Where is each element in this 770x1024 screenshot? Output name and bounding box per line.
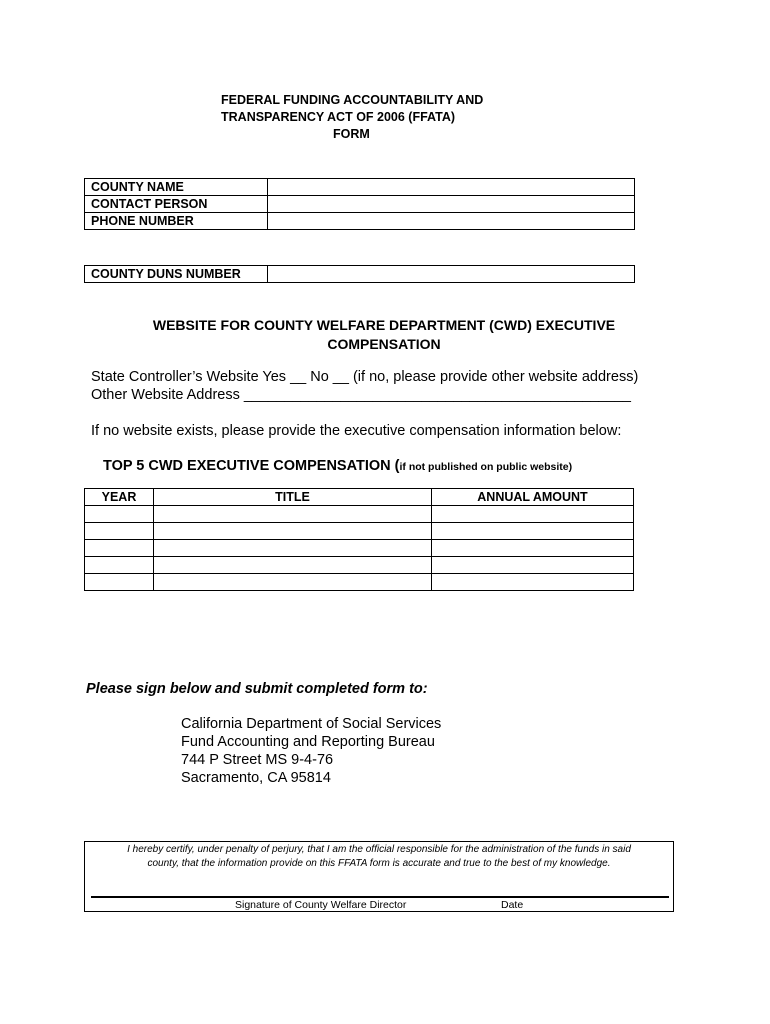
title-cell[interactable]	[154, 557, 432, 574]
title-cell[interactable]	[154, 540, 432, 557]
website-section-heading	[84, 316, 684, 354]
form-title-line2: TRANSPARENCY ACT OF 2006 (FFATA)	[221, 110, 456, 124]
annual-amount-cell[interactable]	[432, 557, 634, 574]
phone-number-label: PHONE NUMBER	[85, 213, 268, 230]
year-cell[interactable]	[85, 523, 154, 540]
county-info-table	[84, 178, 635, 230]
duns-table	[84, 265, 635, 283]
duns-field[interactable]	[268, 266, 635, 283]
county-name-field[interactable]	[268, 179, 635, 196]
title-cell[interactable]	[154, 523, 432, 540]
contact-person-label: CONTACT PERSON	[85, 196, 268, 213]
form-title-line1: FEDERAL FUNDING ACCOUNTABILITY AND	[221, 93, 484, 107]
exec-comp-header-row	[85, 489, 634, 506]
table-row	[85, 540, 634, 557]
other-website-address-line[interactable]: Other Website Address ________________________________________________	[91, 387, 631, 403]
contact-person-field[interactable]	[268, 196, 635, 213]
state-controller-website-line[interactable]: State Controller’s Website Yes __ No __ (if no, please provide other website address)	[91, 369, 639, 385]
no-website-instruction: If no website exists, please provide the executive compensation information below:	[91, 423, 622, 439]
column-header-year: YEAR	[85, 489, 154, 506]
table-row	[85, 506, 634, 523]
annual-amount-cell[interactable]	[432, 523, 634, 540]
county-name-label: COUNTY NAME	[85, 179, 268, 196]
annual-amount-cell[interactable]	[432, 540, 634, 557]
address-line-2: Fund Accounting and Reporting Bureau	[181, 734, 435, 750]
address-line-4: Sacramento, CA 95814	[181, 770, 331, 786]
year-cell[interactable]	[85, 574, 154, 591]
website-heading-line1: WEBSITE FOR COUNTY WELFARE DEPARTMENT (CWD) EXECUTIVE	[152, 317, 616, 333]
certification-text-line2: county, that the information provide on this FFATA form is accurate and true to the best of my knowledge.	[147, 858, 611, 869]
title-cell[interactable]	[154, 574, 432, 591]
signature-label: Signature of County Welfare Director	[235, 899, 407, 911]
exec-comp-heading	[103, 458, 572, 474]
annual-amount-cell[interactable]	[432, 506, 634, 523]
table-row	[85, 557, 634, 574]
date-label: Date	[501, 899, 524, 911]
exec-comp-heading-note: if not published on public website)	[399, 461, 573, 473]
duns-label: COUNTY DUNS NUMBER	[85, 266, 268, 283]
exec-comp-table	[84, 488, 634, 591]
address-line-1: California Department of Social Services	[181, 716, 442, 732]
website-heading-line2: COMPENSATION	[327, 336, 441, 352]
certification-text-line1: I hereby certify, under penalty of perjury, that I am the official responsible for the administration of the funds in said	[127, 844, 631, 855]
certification-text	[85, 843, 673, 871]
annual-amount-cell[interactable]	[432, 574, 634, 591]
year-cell[interactable]	[85, 540, 154, 557]
exec-comp-heading-main: TOP 5 CWD EXECUTIVE COMPENSATION (	[103, 458, 400, 474]
table-row	[85, 523, 634, 540]
form-title-line3: FORM	[333, 127, 370, 141]
address-line-3: 744 P Street MS 9-4-76	[181, 752, 334, 768]
phone-number-field[interactable]	[268, 213, 635, 230]
column-header-title: TITLE	[154, 489, 432, 506]
title-cell[interactable]	[154, 506, 432, 523]
signature-line[interactable]	[91, 896, 669, 898]
column-header-annual-amount: ANNUAL AMOUNT	[432, 489, 634, 506]
certification-box	[84, 841, 674, 912]
table-row	[85, 574, 634, 591]
year-cell[interactable]	[85, 506, 154, 523]
year-cell[interactable]	[85, 557, 154, 574]
submit-instruction: Please sign below and submit completed form to:	[86, 681, 428, 697]
